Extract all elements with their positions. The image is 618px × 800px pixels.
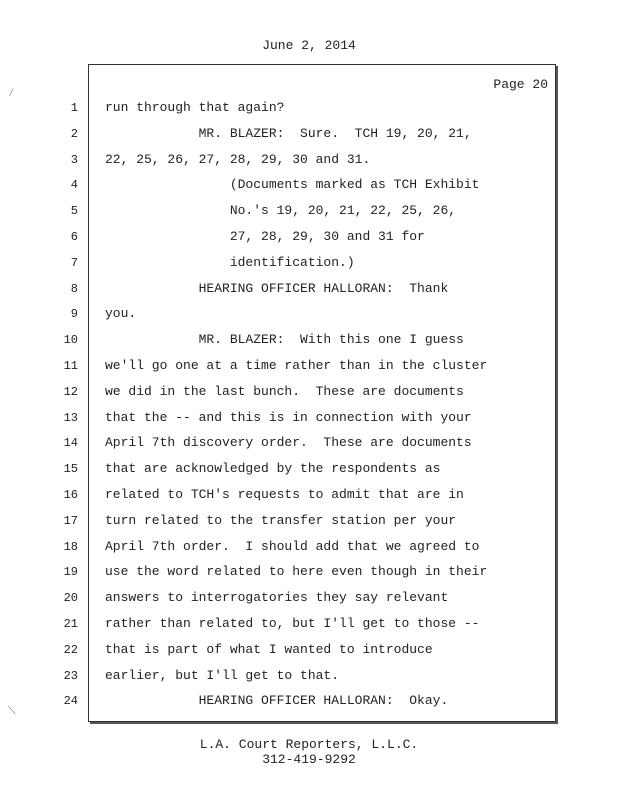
footer: [0, 737, 618, 767]
line-number: 16: [63, 488, 78, 502]
page-number: Page 20: [493, 77, 548, 92]
line-text: 27, 28, 29, 30 and 31 for: [105, 229, 425, 244]
line-number: 24: [63, 694, 78, 709]
line-number: 7: [70, 255, 78, 270]
line-number: 15: [63, 462, 78, 477]
line-text: that is part of what I wanted to introduce: [105, 641, 433, 657]
line-text: HEARING OFFICER HALLORAN: Thank: [105, 280, 449, 296]
line-text: we did in the last bunch. These are documents: [105, 383, 464, 399]
line-number: 23: [63, 668, 78, 683]
line-text: HEARING OFFICER HALLORAN: Okay.: [105, 693, 449, 709]
line-number: 3: [70, 152, 78, 167]
line-text: we'll go one at a time rather than in the cluster: [105, 358, 488, 373]
line-number: 13: [63, 410, 78, 425]
line-text: earlier, but I'll get to that.: [105, 667, 340, 683]
line-number: 5: [70, 204, 78, 219]
line-number: 1: [70, 101, 78, 115]
line-number: 22: [63, 642, 78, 657]
line-text: identification.): [105, 254, 355, 270]
line-text: related to TCH's requests to admit that are in: [105, 487, 464, 502]
line-number: 6: [70, 230, 78, 244]
scan-mark: ⁄: [8, 88, 15, 100]
scan-mark: ⟍: [8, 706, 16, 718]
reporter-phone: 312-419-9292: [262, 752, 356, 767]
line-text: rather than related to, but I'll get to those --: [105, 616, 480, 631]
line-text: (Documents marked as TCH Exhibit: [105, 177, 480, 193]
line-number: 11: [63, 359, 78, 373]
reporter-company: L.A. Court Reporters, L.L.C.: [199, 737, 419, 752]
line-text: use the word related to here even though in their: [105, 564, 488, 580]
line-number: 19: [63, 565, 78, 580]
line-text: No.'s 19, 20, 21, 22, 25, 26,: [105, 203, 457, 219]
line-number: 10: [63, 333, 78, 348]
line-text: run through that again?: [105, 100, 285, 115]
transcript-date: June 2, 2014: [262, 38, 356, 53]
line-text: turn related to the transfer station per your: [105, 512, 457, 528]
line-number: 21: [63, 617, 78, 631]
line-number: 8: [70, 281, 78, 296]
line-text: MR. BLAZER: Sure. TCH 19, 20, 21,: [105, 125, 472, 141]
line-number: 2: [70, 126, 78, 141]
line-text: MR. BLAZER: With this one I guess: [105, 332, 464, 348]
line-text: April 7th order. I should add that we agreed to: [105, 538, 480, 554]
line-number: 4: [70, 178, 78, 193]
line-text: answers to interrogatories they say relevant: [105, 590, 449, 606]
line-number: 20: [63, 591, 78, 606]
line-text: that are acknowledged by the respondents as: [105, 461, 441, 477]
line-text: that the -- and this is in connection with your: [105, 409, 472, 425]
line-number: 14: [63, 436, 78, 451]
line-number: 9: [70, 307, 78, 322]
line-number: 12: [63, 384, 78, 399]
line-number: 17: [63, 513, 78, 528]
line-text: you.: [105, 306, 137, 322]
line-text: April 7th discovery order. These are documents: [105, 435, 472, 451]
line-text: 22, 25, 26, 27, 28, 29, 30 and 31.: [105, 151, 371, 167]
line-number: 18: [63, 539, 78, 554]
